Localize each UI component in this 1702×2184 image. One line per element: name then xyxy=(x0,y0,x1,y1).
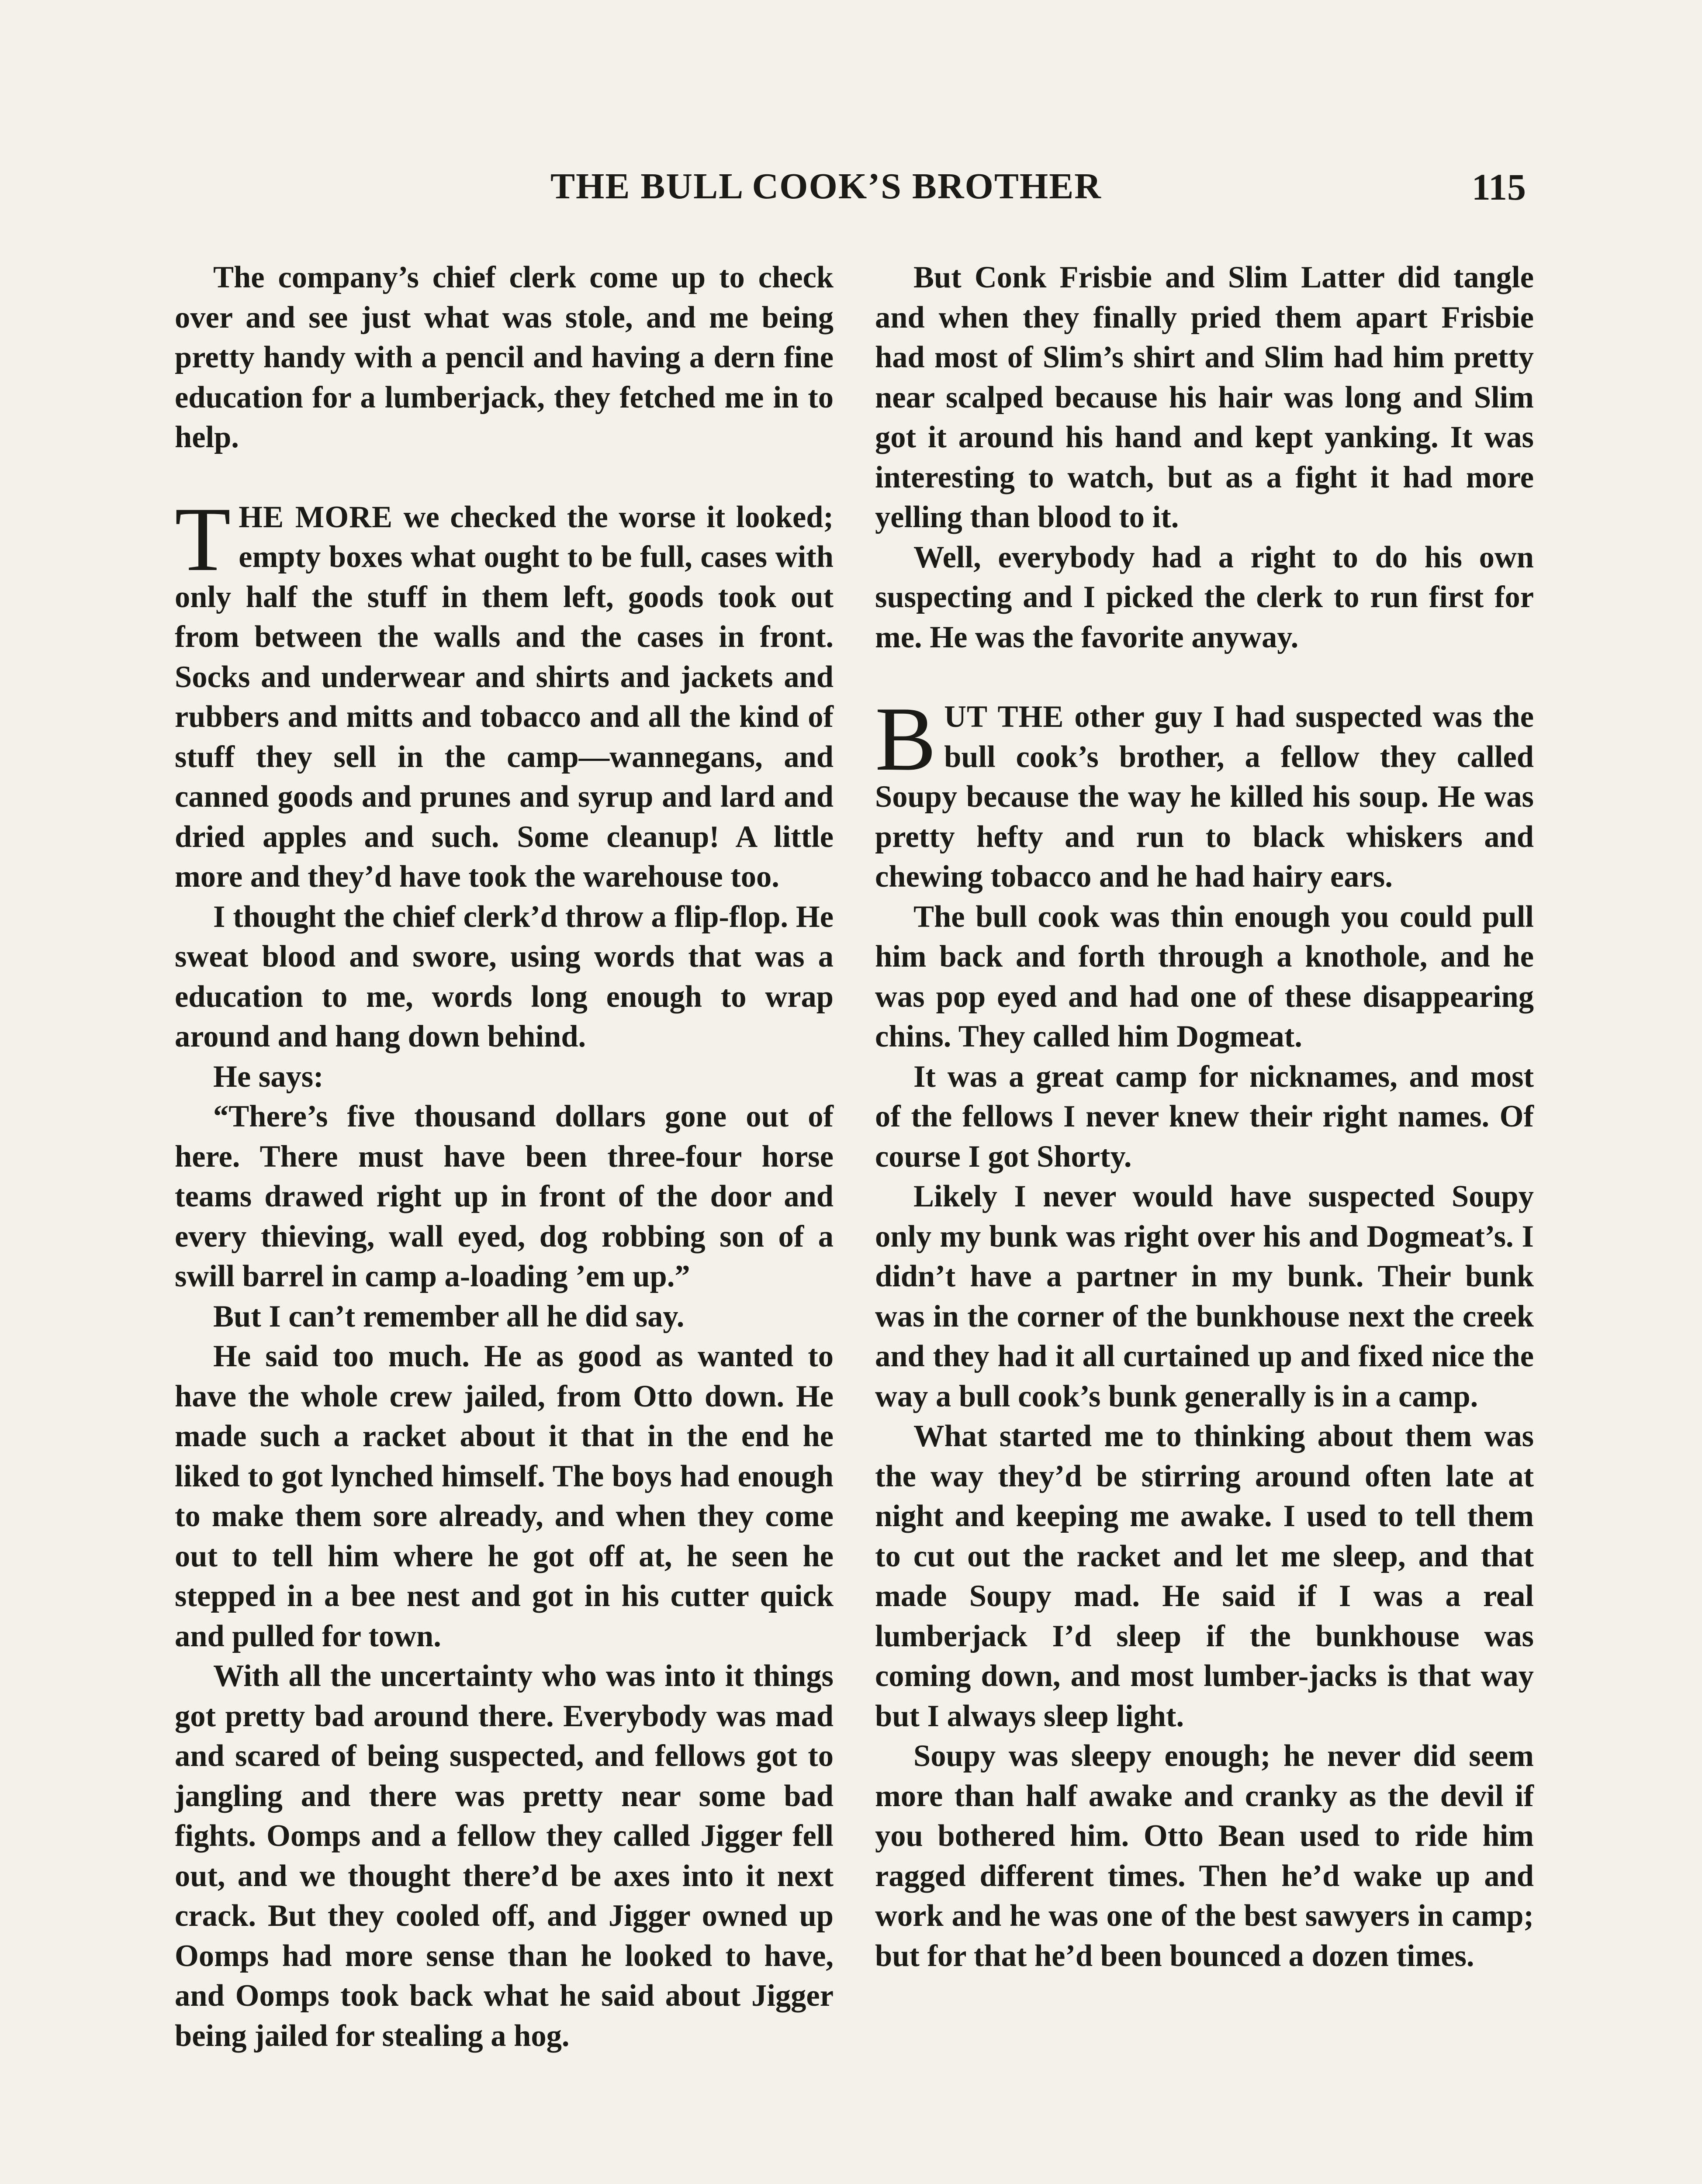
paragraph: But Conk Frisbie and Slim Latter did tangle and when they finally pried them apart Frisbie had most of Slim’s shirt and Slim had him pretty near scalped because his hair was long and Slim got it around his hand and kept yanking. It was interesting to watch, but as a fight it had more yelling than blood to it. xyxy=(875,260,1534,534)
paragraph: He said too much. He as good as wanted to have the whole crew jailed, from Otto down. He made such a racket about it that in the end he liked to got lynched himself. The boys had enough to make them sore already, and when they come out to tell him where he got off at, he seen he stepped in a bee nest and got in his cutter quick and pulled for town. xyxy=(175,1339,834,1653)
paragraph: The company’s chief clerk come up to check over and see just what was stole, and me being pretty handy with a pencil and having a dern fine education for a lumberjack, they fetched me in to help. xyxy=(175,260,834,454)
paragraph-text: other guy I had suspected was the bull cook’s brother, a fellow they called Soupy because the way he killed his soup. He was pretty hefty and run to black whiskers and chewing tobacco and he had hairy ears. xyxy=(875,700,1534,894)
paragraph: But I can’t remember all he did say. xyxy=(213,1299,685,1334)
paragraph: I thought the chief clerk’d throw a flip-flop. He sweat blood and swore, using words that was a education to me, words long enough to wrap around and hang down behind. xyxy=(175,899,834,1054)
paragraph: It was a great camp for nicknames, and most of the fellows I never knew their right names. Of course I got Shorty. xyxy=(875,1059,1534,1174)
lead-in: HE MORE xyxy=(239,500,393,534)
lead-in: UT THE xyxy=(944,700,1064,734)
paragraph: What started me to thinking about them was the way they’d be stirring around often late at night and keeping me awake. I used to tell them to cut out the racket and let me sleep, and that made Soupy mad. He said if I was a real lumberjack I’d sleep if the bunkhouse was coming down, and most lumber-jacks is that way but I always sleep light. xyxy=(875,1419,1534,1733)
paragraph: He says: xyxy=(213,1059,324,1094)
paragraph: Well, everybody had a right to do his own suspecting and I picked the clerk to run first for me. He was the favorite anyway. xyxy=(875,540,1534,654)
paragraph-with-drop-cap xyxy=(175,488,834,897)
left-column xyxy=(175,258,834,2056)
running-title: THE BULL COOK’S BROTHER xyxy=(550,166,1102,207)
paragraph: “There’s five thousand dollars gone out of here. There must have been three-four horse teams drawed right up in front of the door and every thieving, wall eyed, dog robbing son of a swill barrel in camp a-loading ’em up.” xyxy=(175,1099,834,1293)
page-number: 115 xyxy=(1471,166,1526,208)
paragraph-text: we checked the worse it looked; empty boxes what ought to be full, cases with only half the stuff in them left, goods took out from between the walls and the cases in front. Socks and underwear and shirts and jackets and rubbers and mitts and tobacco and all the kind of stuff they sell in the camp—wannegans, and canned goods and prunes and syrup and lard and dried apples and such. Some cleanup! A little more and they’d have took the warehouse too. xyxy=(175,500,834,894)
paragraph-with-drop-cap xyxy=(875,688,1534,897)
paragraph: With all the uncertainty who was into it things got pretty bad around there. Everybody was mad and scared of being suspected, and fellows got to jangling and there was pretty near some bad fights. Oomps and a fellow they called Jigger fell out, and we thought there’d be axes into it next crack. But they cooled off, and Jigger owned up Oomps had more sense than he looked to have, and Oomps took back what he said about Jigger being jailed for stealing a hog. xyxy=(175,1659,834,2053)
paragraph: Soupy was sleepy enough; he never did seem more than half awake and cranky as the devil if you bothered him. Otto Bean used to ride him ragged different times. Then he’d wake up and work and he was one of the best sawyers in camp; but for that he’d been bounced a dozen times. xyxy=(875,1739,1534,1973)
drop-cap: B xyxy=(875,688,937,790)
right-column xyxy=(875,258,1534,1976)
paragraph: Likely I never would have suspected Soupy only my bunk was right over his and Dogmeat’s. I didn’t have a partner in my bunk. Their bunk was in the corner of the bunkhouse next the creek and they had it all curtained up and fixed nice the way a bull cook’s bunk generally is in a camp. xyxy=(875,1179,1534,1413)
paragraph: The bull cook was thin enough you could pull him back and forth through a knothole, and he was pop eyed and had one of these disappearing chins. They called him Dogmeat. xyxy=(875,899,1534,1054)
drop-cap: T xyxy=(175,488,231,590)
